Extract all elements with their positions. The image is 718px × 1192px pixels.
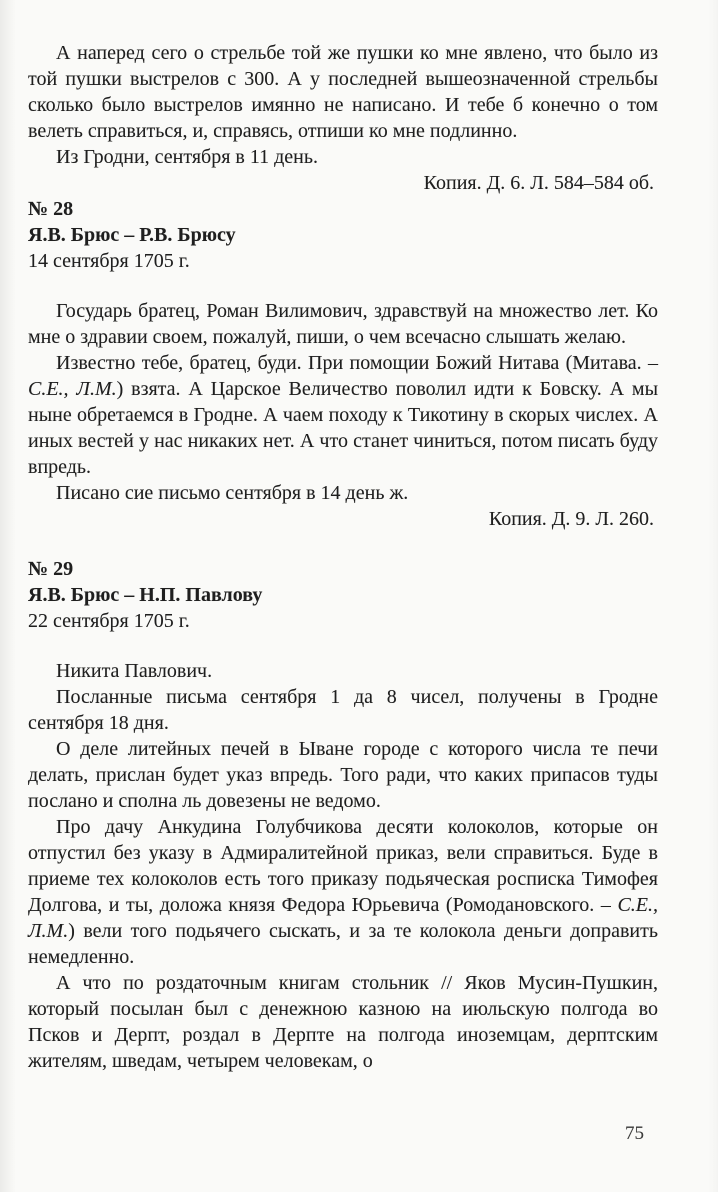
letter-number: № 29 (28, 558, 74, 580)
paragraph-text: ) взята. А Царское Величество поволил идти к Бовску. А мы ныне обретаемся в Гродне. А чаем походу к Тикотину в скорых числех. А иных вестей у нас никаких нет. А что станет чиниться, потом писать буду впредь. (28, 378, 659, 478)
paragraph-text: Писано сие письмо сентября в 14 день ж. (56, 482, 409, 504)
paragraph-text: Посланные письма сентября 1 да 8 чисел, получены в Гродне сентября 18 дня. (28, 686, 658, 734)
paragraph-text: А наперед сего о стрельбе той же пушки ко мне явлено, что было из той пушки выстрелов с 300. А у последней вышеозначенной стрельбы сколько было выстрелов имянно не написано. И тебе б конечно о том велеть справиться, и, справясь, отпиши ко мне подлинно. (28, 42, 658, 142)
letter-27-continuation (28, 40, 658, 196)
archival-reference: Копия. Д. 9. Л. 260. (488, 508, 654, 530)
paragraph (28, 298, 658, 350)
paragraph (28, 736, 658, 814)
letter-29 (28, 556, 658, 1074)
paragraph-salutation (28, 658, 658, 684)
letter-header (28, 196, 658, 274)
editors-initials: С.Е., Л.М. (28, 894, 658, 942)
paragraph-dateline (28, 144, 658, 170)
paragraph-text: ) вели того подьячего сыскать, и за те колокола деньги доправить немедленно. (28, 920, 658, 968)
paragraph-text: Про дачу Анкудина Голубчикова десяти колоколов, которые он отпустил без указу в Адмиралитейной приказ, вели справиться. Буде в приеме тех колоколов есть того приказу подьяческая росписка Тимофея Долгова, и ты, доложа князя Федора Юрьевича (Ромодановского. – (28, 816, 658, 916)
letter-header (28, 556, 658, 634)
paragraph-text: Из Гродни, сентября в 11 день. (56, 146, 318, 168)
letter-title: Я.В. Брюс – Н.П. Павлову (28, 584, 263, 606)
letter-28 (28, 196, 658, 532)
paragraph (28, 480, 658, 506)
page-number: 75 (625, 1123, 644, 1144)
letter-number: № 28 (28, 198, 74, 220)
paragraph-text: О деле литейных печей в Ыване городе с которого числа те печи делать, прислан будет указ впредь. Того ради, что каких припасов туды послано и сполна ль довезены не ведомо. (28, 738, 658, 812)
editors-initials: С.Е., Л.М. (28, 378, 117, 400)
letter-title: Я.В. Брюс – Р.В. Брюсу (28, 224, 236, 246)
paragraph (28, 814, 658, 970)
archival-reference: Копия. Д. 6. Л. 584–584 об. (423, 172, 654, 194)
paragraph (28, 970, 658, 1074)
page-content (28, 40, 658, 1074)
paragraph-text: Государь братец, Роман Вилимович, здравствуй на множество лет. Ко мне о здравии своем, пожалуй, пиши, о чем всечасно слышать желаю. (28, 300, 658, 348)
paragraph (28, 40, 658, 144)
paragraph (28, 350, 658, 480)
paragraph-text: А что по роздаточным книгам стольник // Яков Мусин-Пушкин, который посылан был с денежною казною на июльскую полгода во Псков и Дерпт, роздал в Дерпте на полгода иноземцам, дерптским жителям, шведам, четырем человекам, о (28, 972, 658, 1072)
letter-date: 22 сентября 1705 г. (28, 610, 190, 632)
paragraph (28, 684, 658, 736)
letter-date: 14 сентября 1705 г. (28, 250, 190, 272)
paragraph-text: Известно тебе, братец, буди. При помощии Божий Нитава (Митава. – (56, 352, 658, 374)
paragraph-text: Никита Павлович. (56, 660, 213, 682)
